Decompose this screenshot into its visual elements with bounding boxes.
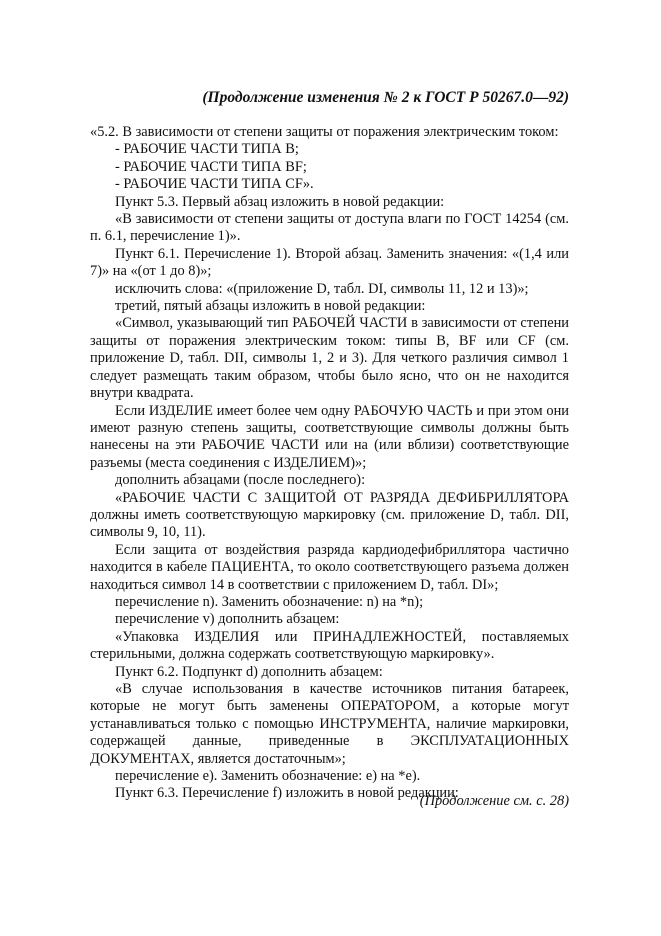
- paragraph: «Упаковка ИЗДЕЛИЯ или ПРИНАДЛЕЖНОСТЕЙ, поставляемых стерильными, должна содержать соответствующую маркировку».: [90, 628, 569, 663]
- paragraph: перечисление n). Заменить обозначение: n) на *n);: [115, 593, 424, 610]
- paragraph: Пункт 6.1. Перечисление 1). Второй абзац. Заменить значения: «(1,4 или 7)» на «(от 1 до 8)»;: [90, 245, 569, 280]
- paragraph: перечисление v) дополнить абзацем:: [115, 611, 340, 628]
- list-item: - РАБОЧИЕ ЧАСТИ ТИПА В;: [115, 141, 299, 158]
- paragraph: Пункт 6.2. Подпункт d) дополнить абзацем:: [115, 663, 383, 680]
- paragraph: Пункт 5.3. Первый абзац изложить в новой редакции:: [115, 193, 445, 210]
- paragraph: третий, пятый абзацы изложить в новой редакции:: [115, 298, 426, 315]
- paragraph: исключить слова: «(приложение D, табл. DI, символы 11, 12 и 13)»;: [115, 280, 529, 297]
- paragraph: Пункт 6.3. Перечисление f) изложить в новой редакции:: [115, 785, 459, 802]
- paragraph: «В зависимости от степени защиты от доступа влаги по ГОСТ 14254 (см. п. 6.1, перечисление 1)».: [90, 211, 569, 245]
- paragraph: «5.2. В зависимости от степени защиты от поражения электрическим током:: [90, 124, 559, 140]
- paragraph: «Символ, указывающий тип РАБОЧЕЙ ЧАСТИ в зависимости от степени защиты от поражения электрическим током: типы В, BF или CF (см. приложение D, табл. DII, символы 1, 2 и 3). Для четкого различия символ 1 следует размещать таким образом, чтобы было ясно, что он не находится внутри квадрата.: [90, 315, 569, 402]
- paragraph: Если ИЗДЕЛИЕ имеет более чем одну РАБОЧУЮ ЧАСТЬ и при этом они имеют разную степень защиты, соответствующие символы должны быть нанесены на эти РАБОЧИЕ ЧАСТИ или на (или вблизи) соответствующие разъемы (места соединения с ИЗДЕЛИЕМ)»;: [90, 402, 569, 471]
- list-item: - РАБОЧИЕ ЧАСТИ ТИПА BF;: [115, 158, 307, 175]
- continuation-footer: (Продолжение см. с. 28): [419, 793, 569, 809]
- paragraph: «В случае использования в качестве источников питания батареек, которые не могут быть заменены ОПЕРАТОРОМ, а которые могут устанавливаться только с помощью ИНСТРУМЕНТА, наличие маркировки, содержащей данные, приведенные в ЭКСПЛУАТАЦИОННЫХ ДОКУМЕНТАХ, является достаточным»;: [90, 681, 569, 767]
- list-item: - РАБОЧИЕ ЧАСТИ ТИПА CF».: [115, 176, 314, 193]
- paragraph: «РАБОЧИЕ ЧАСТИ С ЗАЩИТОЙ ОТ РАЗРЯДА ДЕФИБРИЛЛЯТОРА должны иметь соответствующую маркировку (см. приложение D, табл. DII, символы 9, 10, 11).: [90, 489, 569, 541]
- paragraph: перечисление е). Заменить обозначение: е) на *е).: [115, 768, 421, 785]
- continuation-header: (Продолжение изменения № 2 к ГОСТ Р 50267.0—92): [202, 89, 569, 106]
- document-body: [90, 124, 569, 803]
- paragraph: Если защита от воздействия разряда кардиодефибриллятора частично находится в кабеле ПАЦИЕНТА, то около соответствующего разъема должен находиться символ 14 в соответствии с приложением D, табл. DI»;: [90, 541, 569, 593]
- paragraph: дополнить абзацами (после последнего):: [115, 472, 366, 489]
